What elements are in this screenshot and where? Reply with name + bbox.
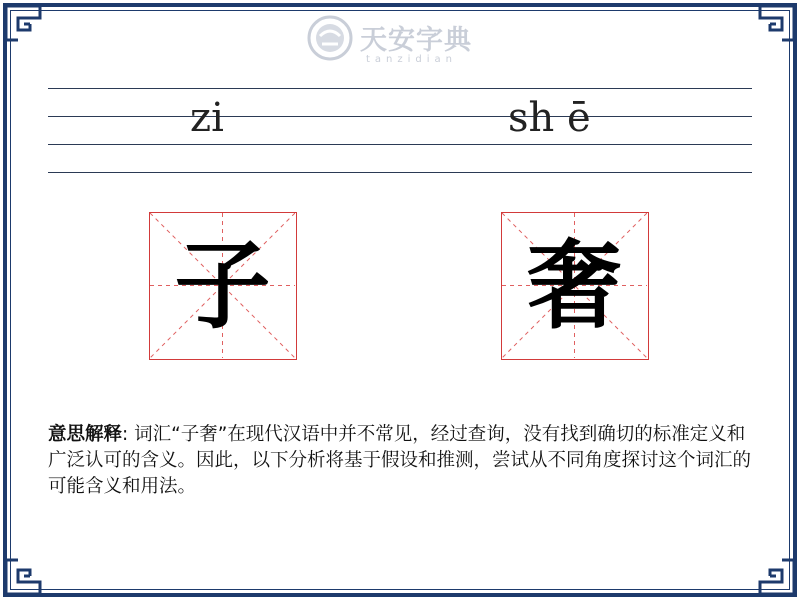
meaning-label: 意思解释	[48, 424, 123, 445]
meaning-text: : 词汇“子奢”在现代汉语中并不常见，经过查询，没有找到确切的标准定义和广泛认可的含义。因此，以下分析将基于假设和推测，尝试从不同角度探讨这个词汇的可能含义和用法。	[48, 424, 752, 497]
character-she: 奢	[526, 229, 623, 342]
corner-ornament-top-left	[4, 4, 44, 44]
watermark-subtitle: tanzidian	[366, 54, 458, 65]
character-grid-zi	[149, 212, 297, 360]
pinyin-line	[48, 88, 752, 89]
corner-ornament-top-right	[756, 4, 796, 44]
pinyin-line	[48, 172, 752, 173]
pinyin-zi: zi	[190, 95, 224, 141]
pinyin-line	[48, 144, 752, 145]
watermark-logo-icon	[306, 14, 354, 62]
pinyin-she: sh ē	[508, 95, 591, 141]
character-grid-she	[501, 212, 649, 360]
watermark-title: 天安字典	[360, 25, 472, 56]
character-zi: 子	[174, 229, 271, 342]
meaning-explanation	[48, 422, 758, 500]
corner-ornament-bottom-left	[4, 556, 44, 596]
corner-ornament-bottom-right	[756, 556, 796, 596]
site-watermark	[300, 14, 500, 70]
pinyin-line	[48, 116, 752, 117]
pinyin-ruled-lines	[48, 88, 752, 174]
